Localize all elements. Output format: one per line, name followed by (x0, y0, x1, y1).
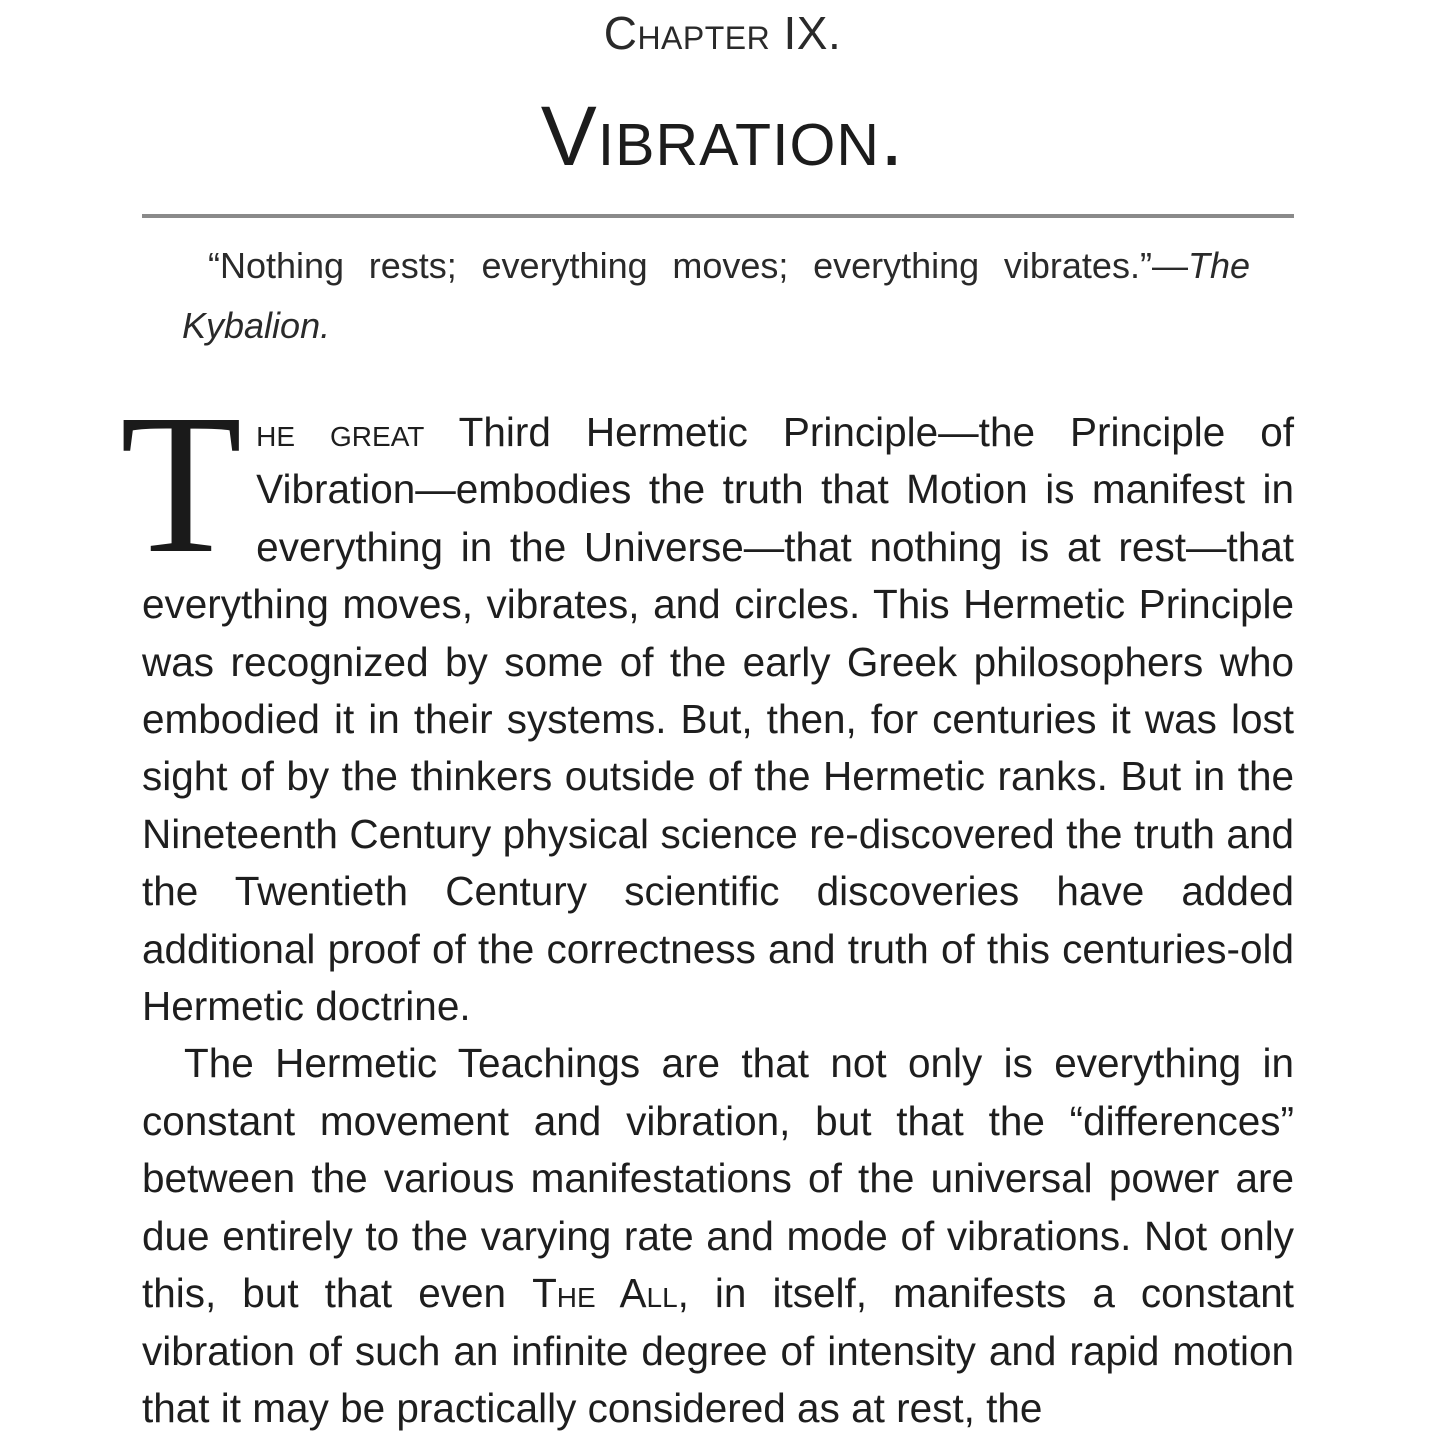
drop-cap: T (120, 374, 243, 595)
the-all-smallcaps: The All (532, 1270, 678, 1317)
lead-in-smallcaps: he great (256, 409, 425, 455)
chapter-title: Vibration. (540, 89, 905, 183)
epigraph-quote: “Nothing rests; everything moves; everything vibrates.”— (208, 245, 1188, 286)
body-text (120, 374, 1295, 1437)
paragraph-1-text: Third Hermetic Principle—the Principle of Vibration—embodies the truth that Motion is manifest in everything in the Universe—that nothing is at rest—that everything moves, vibrates, and circles. This Hermetic Principle was recognized by some of the early Greek philosophers who embodied it in their systems. But, then, for centuries it was lost sight of by the thinkers outside of the Hermetic ranks. But in the Nineteenth Century physical science re-discovered the truth and the Twentieth Century scientific discoveries have added additional proof of the correctness and truth of this centuries-old Hermetic doctrine. (142, 409, 1295, 1030)
chapter-label: Chapter IX. (603, 7, 842, 59)
paragraph-1 (120, 374, 1295, 1035)
paragraph-2-text-before: The Hermetic Teachings are that not only is everything in constant movement and vibration, but that the “differences” between the various manifestations of the universal power are due entirely to the varying rate and mode of vibrations. Not only this, but that even (142, 1040, 1294, 1317)
title-divider (142, 214, 1294, 218)
paragraph-2-text-after: , in itself, manifests a constant vibration of such an infinite degree of intensity and rapid motion that it may be practically considered as at rest, the (142, 1270, 1295, 1431)
epigraph-source: The Kybalion. (182, 245, 1250, 346)
paragraph-2 (142, 1035, 1294, 1437)
epigraph (182, 236, 1250, 356)
